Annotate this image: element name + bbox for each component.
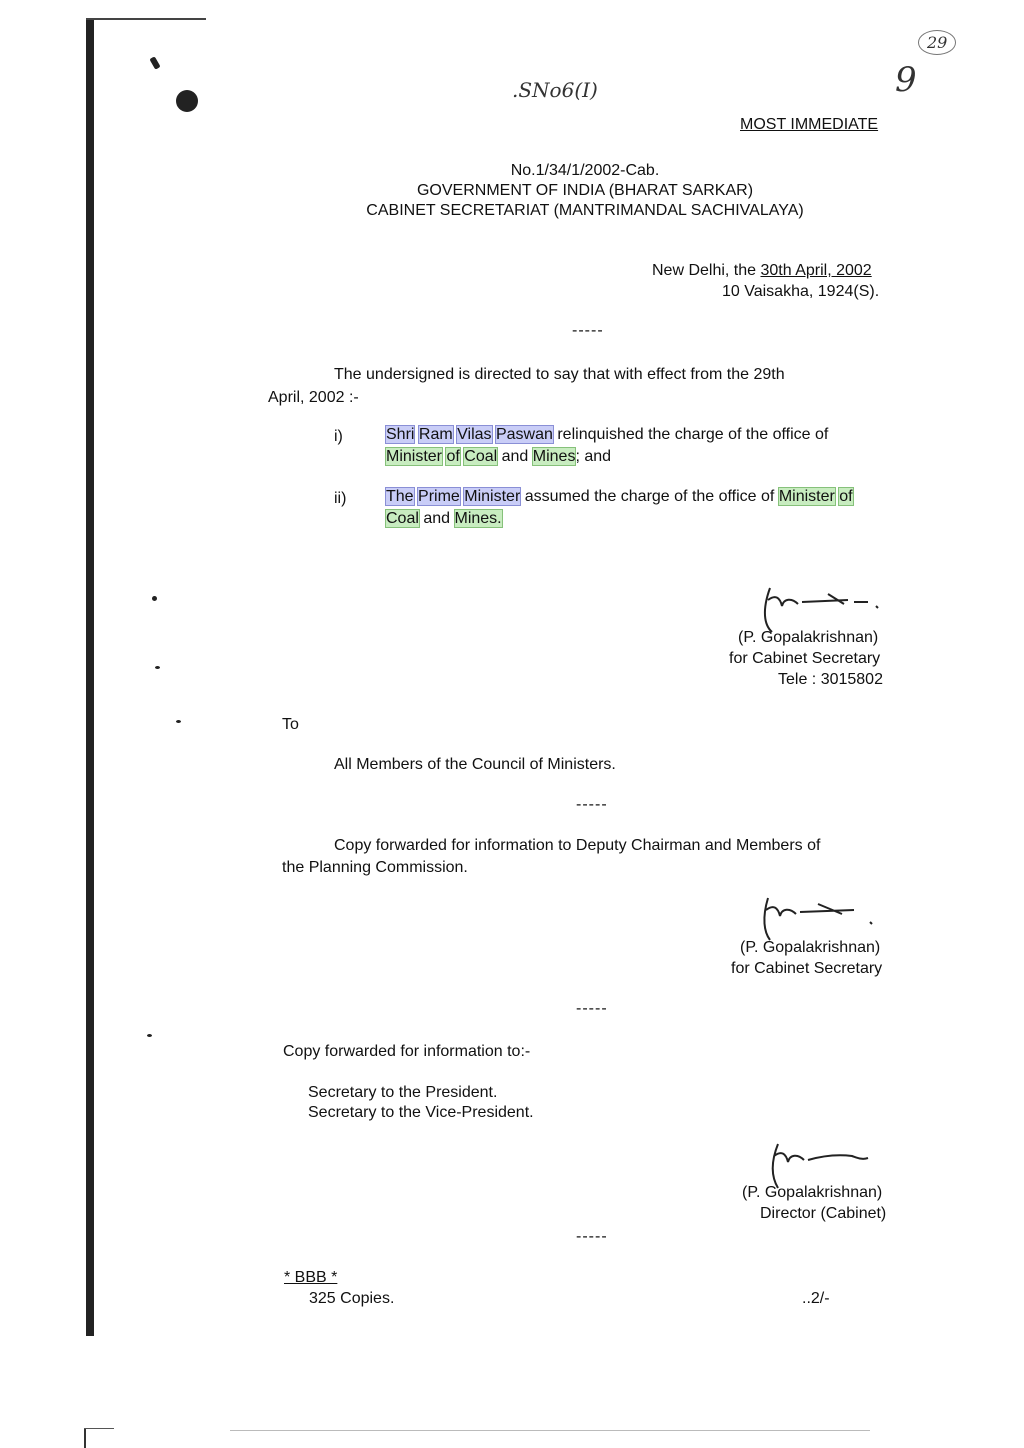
highlight-office: Coal — [386, 510, 419, 527]
handwritten-reference: .SNo6(I) — [512, 78, 598, 102]
highlight-person: Ram — [418, 426, 453, 443]
page-continuation: ..2/- — [802, 1290, 830, 1307]
ink-speck — [149, 56, 160, 69]
scan-bottom-line — [230, 1430, 870, 1431]
date-value: 30th April, 2002 — [760, 262, 872, 279]
to-label: To — [282, 716, 299, 733]
separator: ----- — [576, 1000, 608, 1017]
separator: ----- — [576, 1228, 608, 1245]
signatory-name: (P. Gopalakrishnan) — [740, 939, 881, 956]
highlight-office: Coal — [464, 448, 498, 465]
item-text: and — [497, 448, 533, 465]
scan-top-rule — [86, 18, 206, 20]
item-number: ii) — [334, 490, 347, 507]
copy-forward-line1: Copy forwarded for information to Deputy Chairman and Members of — [334, 837, 821, 854]
signatory-telephone: Tele : 3015802 — [778, 671, 883, 688]
highlight-person: Paswan — [495, 426, 553, 443]
copy-forward-line2: the Planning Commission. — [282, 859, 468, 876]
item-text: assumed the charge of the office of — [520, 488, 779, 505]
highlight-office: Mines. — [454, 510, 502, 527]
punch-hole — [176, 90, 198, 112]
highlight-person: Shri — [386, 426, 415, 443]
highlight-person: Minister — [464, 488, 521, 505]
item-text: ; and — [575, 448, 612, 465]
highlight-person: Vilas — [457, 426, 492, 443]
signatory-role: Director (Cabinet) — [760, 1205, 887, 1222]
header-line1: GOVERNMENT OF INDIA (BHARAT SARKAR) — [416, 182, 754, 199]
signature-mark — [758, 892, 888, 946]
scan-bottom-rule-h — [84, 1428, 114, 1429]
signatory-role: for Cabinet Secretary — [731, 960, 883, 977]
copy-recipient: Secretary to the Vice-President. — [308, 1104, 534, 1121]
priority-label: MOST IMMEDIATE — [740, 116, 879, 133]
ink-speck — [152, 596, 157, 601]
file-number: No.1/34/1/2002-Cab. — [510, 162, 660, 179]
item-text: relinquished the charge of the office of — [552, 426, 829, 443]
highlight-office: of — [839, 488, 853, 505]
separator: ----- — [576, 796, 608, 813]
scan-bottom-rule — [84, 1428, 86, 1448]
item-text: and — [418, 510, 455, 527]
ink-speck — [147, 1034, 152, 1037]
highlight-office: of — [446, 448, 460, 465]
bbb-code: * BBB * — [284, 1269, 338, 1286]
header-line2: CABINET SECRETARIAT (MANTRIMANDAL SACHIVALAYA) — [366, 202, 804, 219]
intro-line2: April, 2002 :- — [268, 389, 359, 406]
handwritten-margin-number-2: 9 — [895, 60, 917, 100]
highlight-person: The — [386, 488, 414, 505]
saka-date: 10 Vaisakha, 1924(S). — [722, 283, 880, 300]
highlight-office: Minister — [778, 488, 835, 505]
ink-speck — [176, 720, 181, 723]
separator: ----- — [572, 322, 604, 339]
item-1-line2 — [386, 448, 611, 466]
item-number: i) — [334, 428, 343, 445]
copies-count: 325 Copies. — [309, 1290, 395, 1307]
highlight-person: Prime — [418, 488, 460, 505]
handwritten-margin-number: 29 — [918, 30, 956, 55]
signatory-name: (P. Gopalakrishnan) — [738, 629, 879, 646]
item-2-line2 — [386, 510, 502, 528]
item-2-line1 — [386, 488, 853, 506]
signatory-role: for Cabinet Secretary — [729, 650, 881, 667]
intro-line1: The undersigned is directed to say that with effect from the 29th — [334, 366, 785, 383]
signatory-name: (P. Gopalakrishnan) — [742, 1184, 883, 1201]
copy-forward-label: Copy forwarded for information to:- — [283, 1043, 531, 1060]
date-line — [652, 262, 872, 280]
highlight-office: Mines — [532, 448, 576, 465]
recipients: All Members of the Council of Ministers. — [334, 756, 616, 773]
item-1-line1 — [386, 426, 828, 444]
copy-recipient: Secretary to the President. — [308, 1084, 498, 1101]
date-prefix: New Delhi, the — [652, 262, 761, 279]
highlight-office: Minister — [386, 448, 443, 465]
ink-speck — [155, 666, 160, 669]
